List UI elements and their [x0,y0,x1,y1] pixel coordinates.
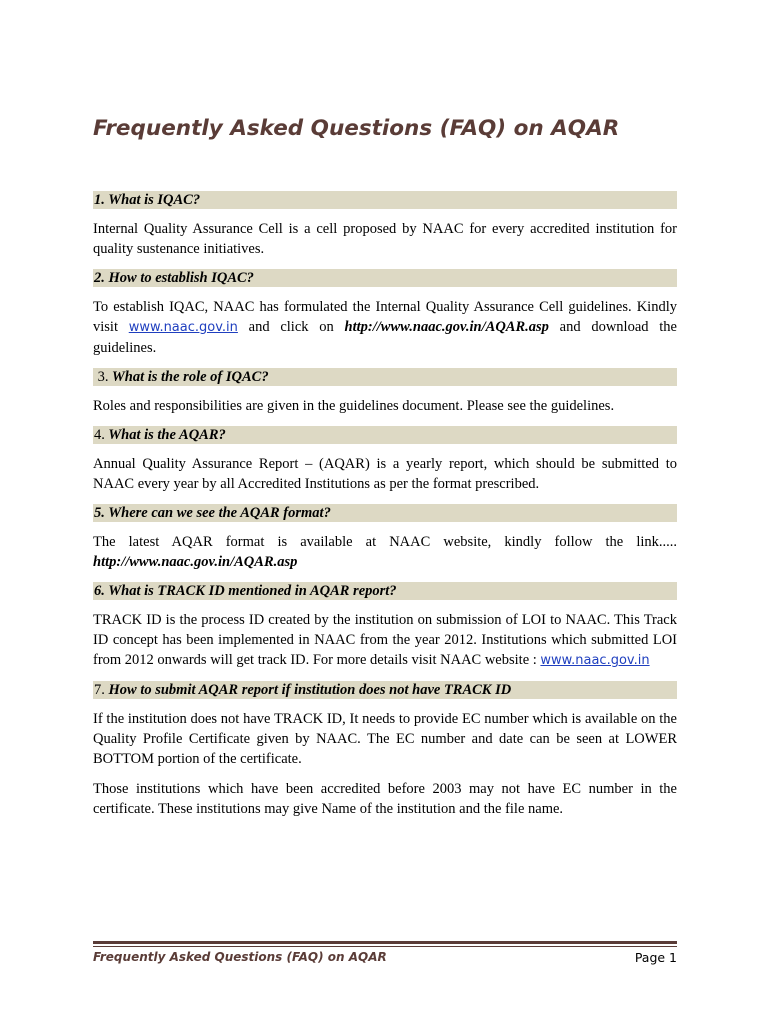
answer-2 [93,297,677,358]
aqar-url-link[interactable]: http://www.naac.gov.in/AQAR.asp [344,319,549,335]
answer-7-paragraph-1: If the institution does not have TRACK ID, It needs to provide EC number which is available on the Quality Profile Certificate given by NAAC. The EC number and date can be seen at LOWER BOTTOM portion of the certificate. [93,711,677,767]
question-5: 5. Where can we see the AQAR format? [93,504,677,522]
answer-4: Annual Quality Assurance Report – (AQAR) is a yearly report, which should be submitted to NAAC every year by all Accredited Institutions as per the format prescribed. [93,456,677,492]
question-3-text: What is the role of IQAC? [111,369,269,385]
naac-website-link-2[interactable]: www.naac.gov.in [540,653,650,668]
naac-website-link[interactable]: www.naac.gov.in [128,320,238,335]
answer-2-text-end: and download the guidelines. [93,319,677,356]
answer-5 [93,532,677,572]
answer-3: Roles and responsibilities are given in the guidelines document. Please see the guidelines. [93,398,615,414]
answer-2-text: To establish IQAC, NAAC has formulated the Internal Quality Assurance Cell guidelines. Kindly visit [93,299,677,335]
answer-7-paragraph-2: Those institutions which have been accredited before 2003 may not have EC number in the certificate. These institutions may give Name of the institution and the file name. [93,781,677,817]
answer-6-text: TRACK ID is the process ID created by the institution on submission of LOI to NAAC. This Track ID concept has been implemented in NAAC from the year 2012. Institutions which submitted LOI from 2012 onwards will get track ID. For more details visit NAAC website : [93,612,677,668]
question-3 [93,368,677,386]
question-4 [93,426,677,444]
question-7-text: How to submit AQAR report if institution does not have TRACK ID [108,682,512,698]
question-6: 6. What is TRACK ID mentioned in AQAR report? [93,582,677,600]
footer-divider-thin [93,946,677,947]
question-4-text: What is the AQAR? [108,427,226,443]
question-4-number: 4. [94,427,105,443]
question-7-number: 7. [94,682,105,698]
answer-6 [93,610,677,671]
faq-content [93,191,677,829]
footer-title: Frequently Asked Questions (FAQ) on AQAR [93,950,387,964]
question-2: 2. How to establish IQAC? [93,269,677,287]
answer-5-text: The latest AQAR format is available at NAAC website, kindly follow the link..... [93,534,677,550]
question-1: 1. What is IQAC? [93,191,677,209]
page-title: Frequently Asked Questions (FAQ) on AQAR [93,116,620,141]
answer-1: Internal Quality Assurance Cell is a cell proposed by NAAC for every accredited institution for quality sustenance initiatives. [93,221,677,257]
footer-divider-thick [93,941,677,944]
aqar-format-link[interactable]: http://www.naac.gov.in/AQAR.asp [93,554,298,570]
answer-2-text-mid: and click on [237,319,345,335]
page-number: Page 1 [634,950,677,965]
question-7 [93,681,677,699]
question-3-number: 3. [97,369,109,385]
